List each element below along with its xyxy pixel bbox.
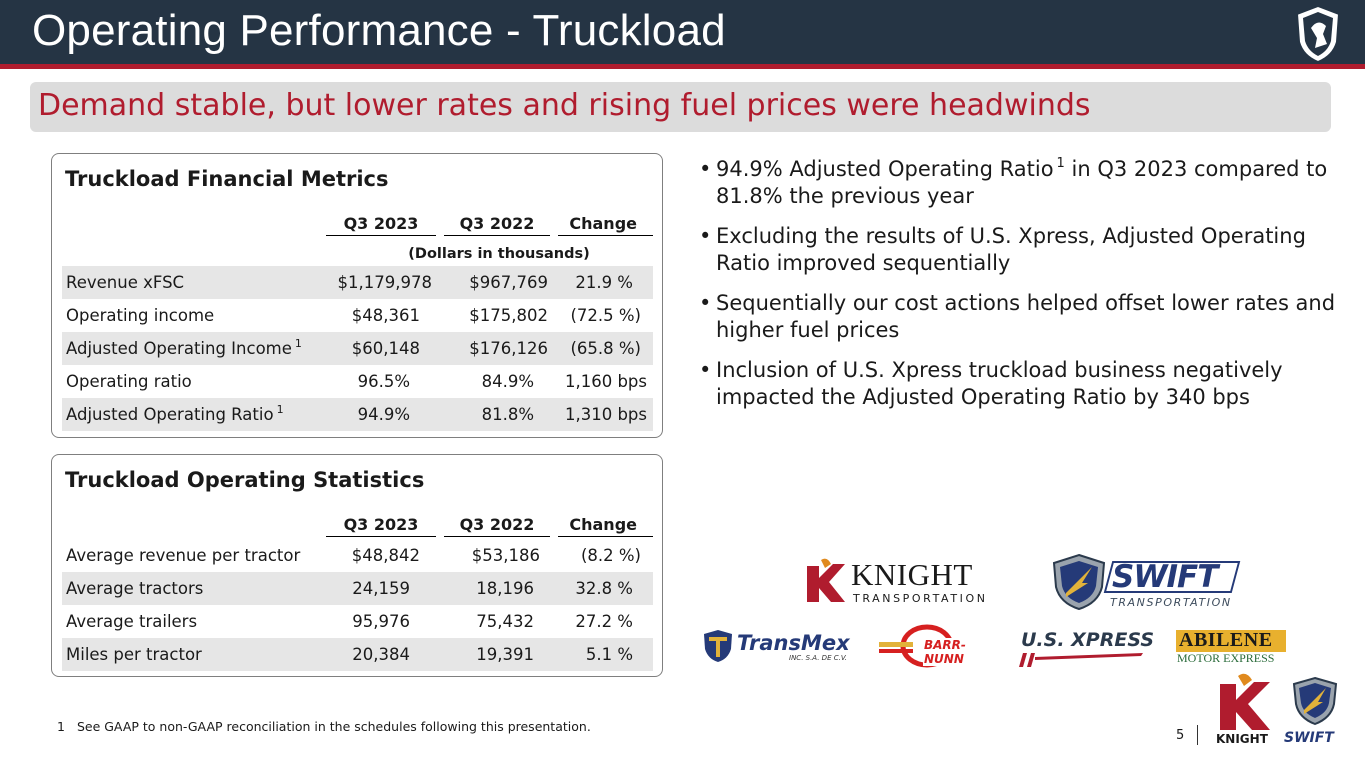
row-q3-2022: $176,126 [469,339,548,358]
footnote-ref: 1 [1056,156,1065,171]
row-label: Operating income [66,306,215,325]
bullet-dot: • [699,358,712,382]
subtitle-banner [30,82,1331,132]
units-note: (Dollars in thousands) [408,246,590,262]
transmex-shield-icon [703,629,733,663]
knight-transportation-logo [803,558,993,608]
table-header [62,214,653,236]
table-row [62,539,653,572]
row-q3-2023: 20,384 [352,645,410,664]
row-change: 1,310 bps [564,405,647,424]
row-label: Average tractors [66,579,204,598]
row-q3-2023: 96.5% [357,372,410,391]
row-label: Adjusted Operating Income $^1$ [66,337,302,358]
operating-statistics-title: Truckload Operating Statistics [65,468,425,492]
row-q3-2022: $53,186 [471,546,540,565]
transmex-logo [703,629,863,665]
table-row [62,605,653,638]
row-q3-2022: 84.9% [481,372,534,391]
row-change: 21.9 % [575,273,633,292]
swift-shield-icon [1052,553,1106,611]
bullet-item: • Sequentially our cost actions helped offset lower rates and higher fuel prices [699,291,1336,342]
col-q3-2022: Q3 2022 [444,214,550,236]
knight-k-icon [803,558,849,606]
col-change: Change [558,214,653,236]
table-row [62,332,653,365]
footer-knight-name: KNIGHT [1216,732,1268,746]
row-label: Adjusted Operating Ratio $^1$ [66,403,284,424]
row-change: (65.8 %) [570,339,641,358]
row-q3-2023: 95,976 [352,612,410,631]
financial-metrics-title: Truckload Financial Metrics [65,167,389,191]
table-row [62,365,653,398]
row-q3-2023: $1,179,978 [337,273,432,292]
row-q3-2023: $60,148 [351,339,420,358]
row-change: 5.1 % [585,645,633,664]
row-change: (8.2 %) [580,546,641,565]
footnote-text: See GAAP to non-GAAP reconciliation in the schedules following this presentation. [76,719,591,734]
table-row [62,266,653,299]
page-divider [1197,725,1198,745]
row-change: 32.8 % [575,579,633,598]
swift-logo-name: SWIFT [1112,559,1218,595]
row-q3-2022: $175,802 [469,306,548,325]
swift-logo-sub: TRANSPORTATION [1110,596,1232,609]
bullet-item: • Excluding the results of U.S. Xpress, Adjusted Operating Ratio improved sequentially [699,224,1306,275]
row-q3-2022: 18,196 [476,579,534,598]
row-change: 27.2 % [575,612,633,631]
footer-knight-logo [1212,672,1282,748]
bullet-dot: • [699,157,712,181]
row-q3-2023: $48,361 [351,306,420,325]
bullet-list [699,156,1349,424]
bullet-item: • 94.9% Adjusted Operating Ratio $^1$ in Q3 2023 compared to 81.8% the previous year [699,156,1328,208]
swift-transportation-logo [1052,553,1240,613]
page-number: 5 [1176,728,1185,743]
table-row [62,398,653,431]
footer-swift-shield-icon [1292,676,1338,726]
row-label: Revenue xFSC [66,273,185,292]
footnote-ref: 1 [294,337,302,350]
row-label: Average trailers [66,612,198,631]
us-xpress-logo [1015,629,1155,669]
knight-shield-icon [1293,4,1343,64]
abilene-motor-express-logo [1176,630,1288,666]
row-q3-2023: 24,159 [352,579,410,598]
bullet-dot: • [699,291,712,315]
us-xpress-logo-name: U.S. XPRESS [1021,629,1155,651]
row-q3-2022: 81.8% [481,405,534,424]
row-q3-2023: 94.9% [357,405,410,424]
transmex-logo-sub: INC. S.A. DE C.V. [789,654,848,662]
bullet-item: • Inclusion of U.S. Xpress truckload business negatively impacted the Adjusted Operating Ratio by 340 bps [699,358,1283,409]
abilene-logo-name: ABILENE [1179,629,1273,651]
col-change: Change [558,515,653,537]
row-q3-2022: 19,391 [476,645,534,664]
col-q3-2023: Q3 2023 [326,214,436,236]
us-xpress-stripes-icon [1015,651,1145,667]
table-row [62,638,653,671]
row-q3-2022: 75,432 [476,612,534,631]
page-title: Operating Performance - Truckload [32,6,726,55]
title-bar [0,0,1365,69]
col-q3-2023: Q3 2023 [326,515,436,537]
bullet-dot: • [699,224,712,248]
footer-knight-k-icon [1212,672,1276,732]
transmex-logo-name: TransMex [737,631,850,655]
row-q3-2022: $967,769 [469,273,548,292]
row-label: Average revenue per tractor [66,546,301,565]
row-q3-2023: $48,842 [351,546,420,565]
table-row [62,572,653,605]
operating-statistics-card [51,454,663,677]
footnote-ref: 1 [276,403,284,416]
row-label: Operating ratio [66,372,192,391]
knight-logo-sub: TRANSPORTATION [853,592,988,605]
footnote [57,719,591,734]
barr-nunn-logo-name: BARR-NUNN [923,638,995,666]
footnote-number: 1 [57,719,65,734]
barr-nunn-logo [877,624,995,668]
abilene-logo-sub: MOTOR EXPRESS [1177,651,1275,665]
row-change: (72.5 %) [570,306,641,325]
col-q3-2022: Q3 2022 [444,515,550,537]
financial-metrics-card [51,153,663,438]
knight-logo-name: KNIGHT [851,557,973,592]
footer-swift-logo [1284,676,1344,746]
subtitle-text: Demand stable, but lower rates and rising fuel prices were headwinds [38,88,1091,123]
row-label: Miles per tractor [66,645,202,664]
table-header [62,515,653,537]
footer-swift-name: SWIFT [1284,730,1334,746]
table-row [62,299,653,332]
row-change: 1,160 bps [564,372,647,391]
